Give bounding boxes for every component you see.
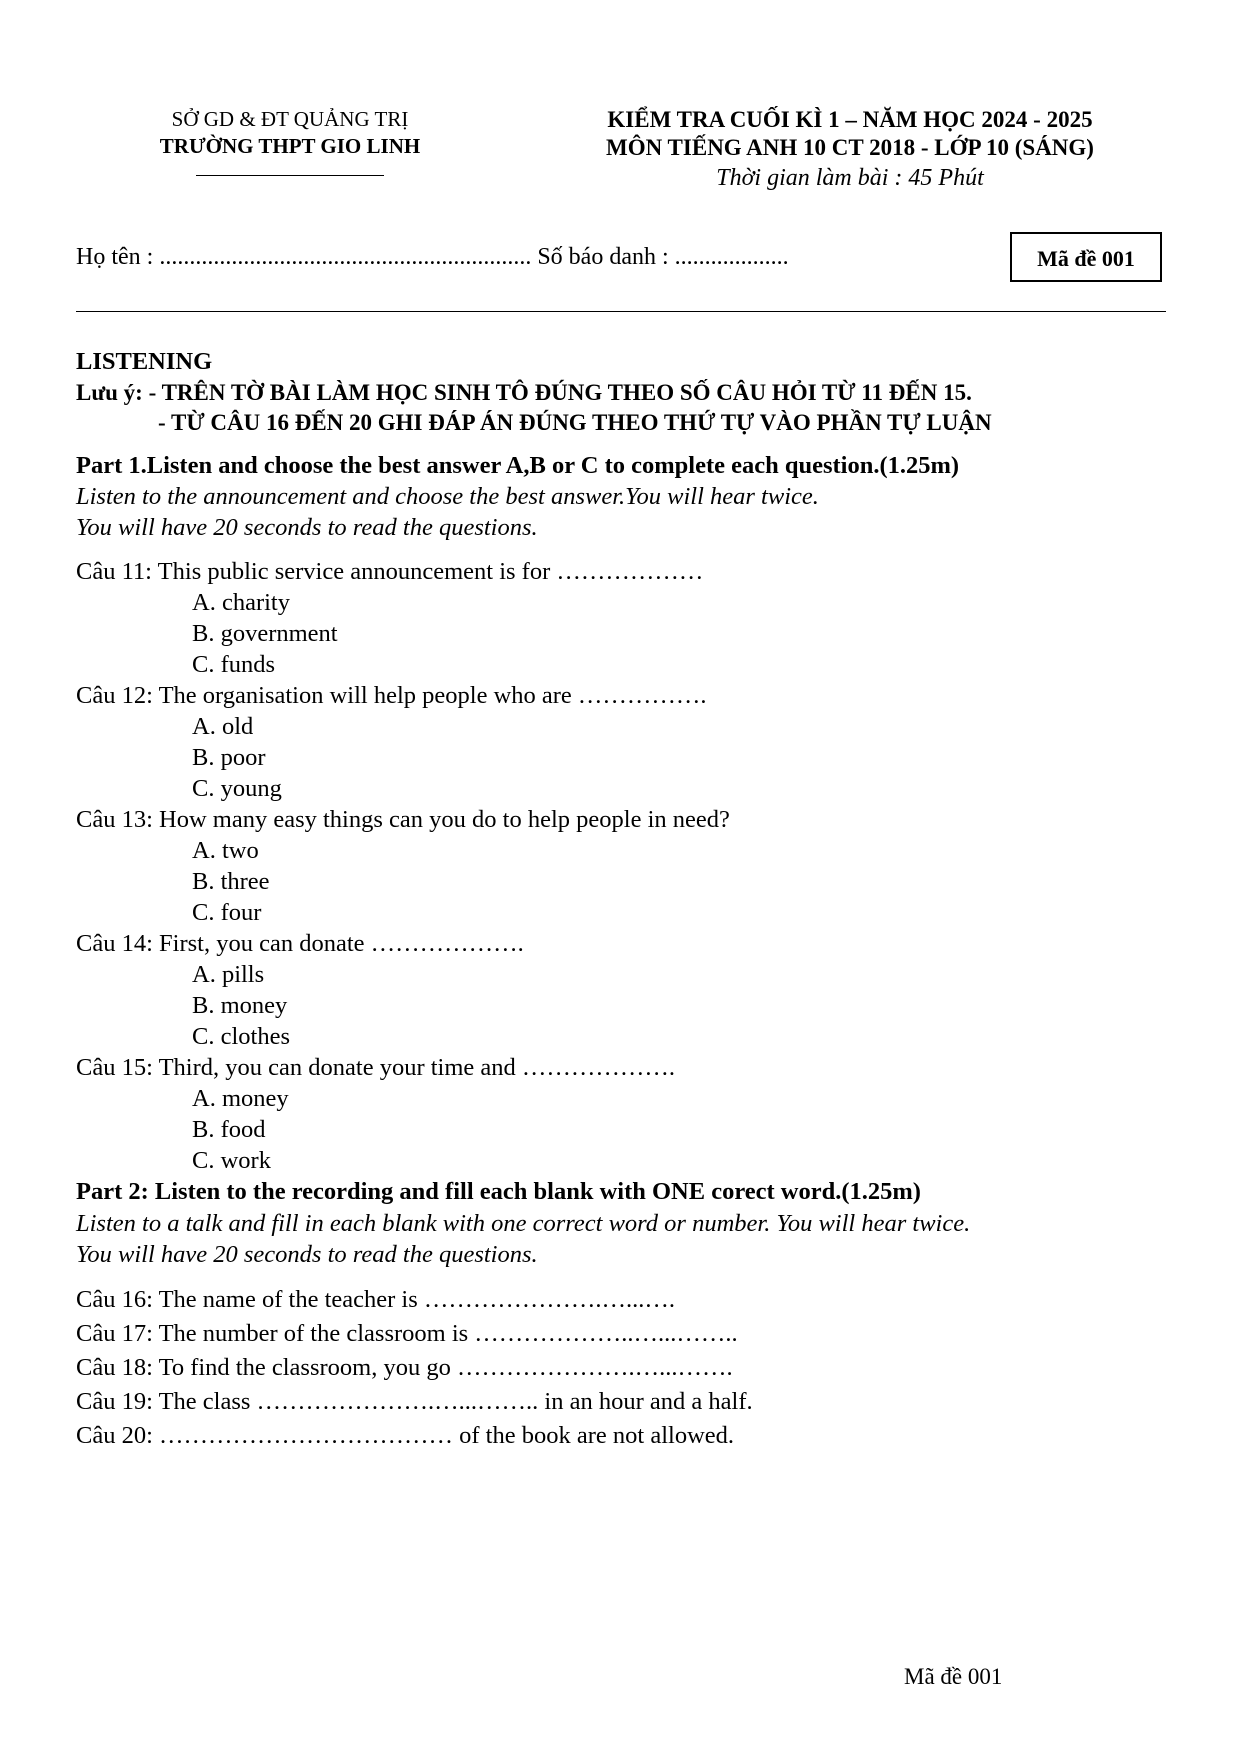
- option: B. three: [192, 868, 270, 895]
- question-16: Câu 16: The name of the teacher is ………………….…...….: [76, 1286, 675, 1313]
- question-18: Câu 18: To find the classroom, you go ………………….…...…….: [76, 1354, 733, 1381]
- question-14: Câu 14: First, you can donate ……………….: [76, 930, 524, 957]
- exam-title: KIỂM TRA CUỐI KÌ 1 – NĂM HỌC 2024 - 2025: [607, 107, 1093, 132]
- department-name: SỞ GD & ĐT QUẢNG TRỊ: [171, 107, 409, 131]
- option: C. work: [192, 1147, 271, 1174]
- option: A. charity: [192, 589, 290, 616]
- option: C. clothes: [192, 1023, 290, 1050]
- option: B. government: [192, 620, 338, 647]
- option: A. old: [192, 713, 254, 740]
- option: A. pills: [192, 961, 265, 988]
- exam-subject: MÔN TIẾNG ANH 10 CT 2018 - LỚP 10 (SÁNG): [606, 135, 1094, 160]
- part1-instruction-1: Listen to the announcement and choose the best answer.You will hear twice.: [76, 483, 819, 510]
- student-info-line: Họ tên : .............................................................. Số báo danh : ...................: [76, 244, 789, 270]
- option: B. money: [192, 992, 288, 1019]
- header-divider: [196, 175, 384, 176]
- option: B. food: [192, 1116, 266, 1143]
- question-11: Câu 11: This public service announcement is for ………………: [76, 558, 704, 585]
- header-separator: [76, 311, 1166, 312]
- footer-exam-code: Mã đề 001: [904, 1664, 1003, 1689]
- option: C. young: [192, 775, 282, 802]
- question-13: Câu 13: How many easy things can you do to help people in need?: [76, 806, 730, 833]
- header-left: [120, 106, 460, 160]
- school-name: TRƯỜNG THPT GIO LINH: [159, 134, 421, 158]
- note-line-2: - TỪ CÂU 16 ĐẾN 20 GHI ĐÁP ÁN ĐÚNG THEO THỨ TỰ VÀO PHẦN TỰ LUẬN: [158, 410, 992, 435]
- section-title: LISTENING: [76, 348, 213, 375]
- question-20: Câu 20: ……………………………… of the book are not allowed.: [76, 1422, 735, 1449]
- part1-title: Part 1.Listen and choose the best answer A,B or C to complete each question.(1.25m): [76, 452, 960, 479]
- question-17: Câu 17: The number of the classroom is ………………..…...……..: [76, 1320, 738, 1347]
- part2-title: Part 2: Listen to the recording and fill each blank with ONE corect word.(1.25m): [76, 1178, 921, 1205]
- note-line-1: Lưu ý: - TRÊN TỜ BÀI LÀM HỌC SINH TÔ ĐÚNG THEO SỐ CÂU HỎI TỪ 11 ĐẾN 15.: [76, 380, 972, 405]
- option: A. money: [192, 1085, 289, 1112]
- part1-instruction-2: You will have 20 seconds to read the questions.: [76, 514, 538, 541]
- part2-instruction-2: You will have 20 seconds to read the questions.: [76, 1241, 538, 1268]
- exam-duration: Thời gian làm bài : 45 Phút: [716, 165, 984, 191]
- option: C. four: [192, 899, 262, 926]
- header-right: [555, 106, 1145, 192]
- part2-instruction-1: Listen to a talk and fill in each blank with one correct word or number. You will hear twice.: [76, 1210, 971, 1237]
- exam-code-box: Mã đề 001: [1010, 232, 1162, 282]
- option: A. two: [192, 837, 259, 864]
- option: C. funds: [192, 651, 276, 678]
- question-19: Câu 19: The class ………………….…...…….. in an hour and a half.: [76, 1388, 753, 1415]
- option: B. poor: [192, 744, 266, 771]
- question-15: Câu 15: Third, you can donate your time and ……………….: [76, 1054, 676, 1081]
- question-12: Câu 12: The organisation will help people who are …………….: [76, 682, 707, 709]
